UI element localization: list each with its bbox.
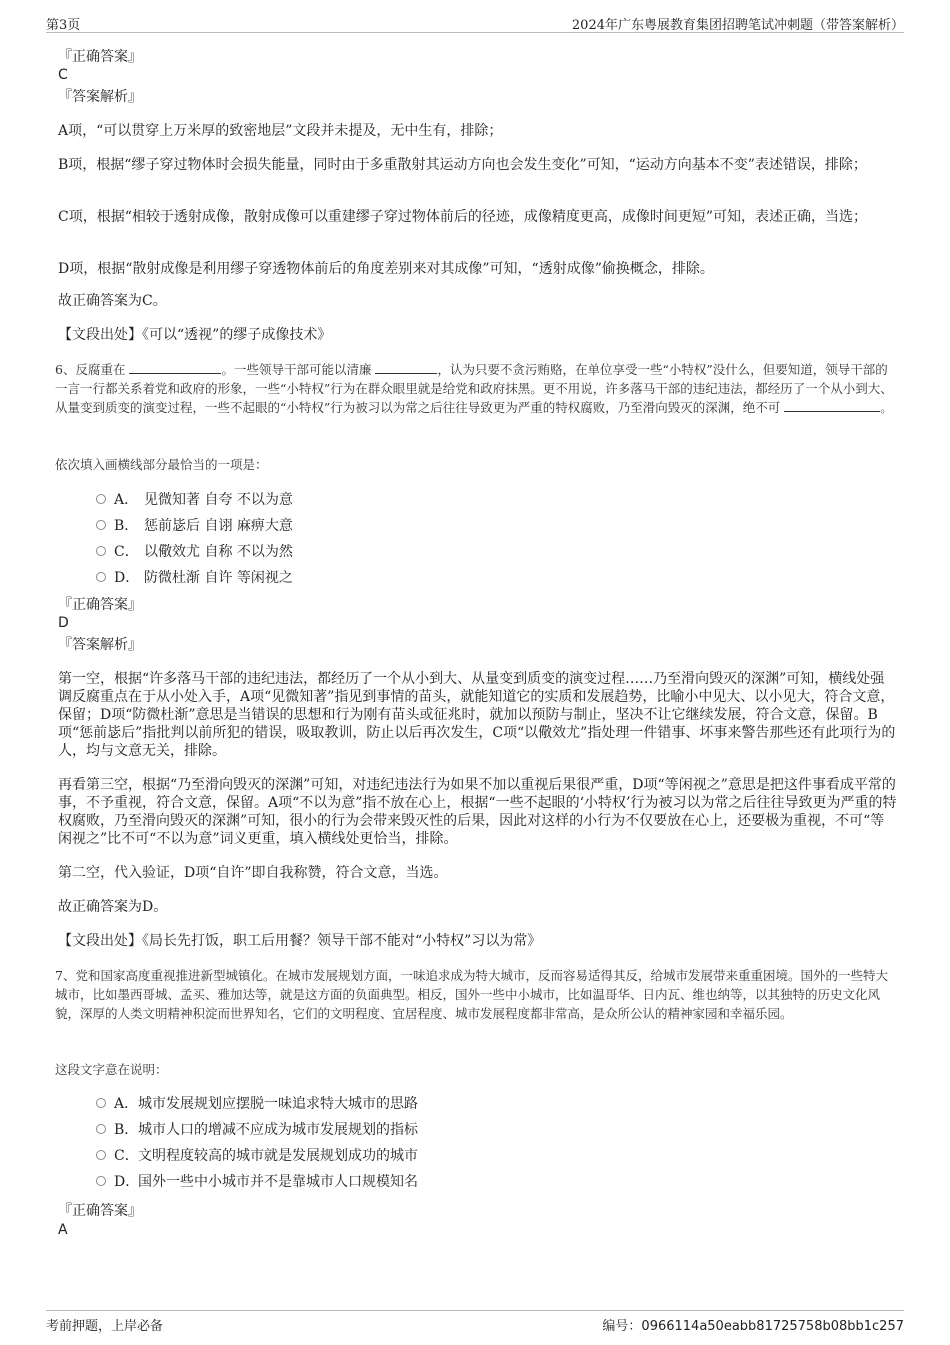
q6-option-d[interactable]: D． 防微杜渐 自许 等闲视之 xyxy=(96,568,293,588)
q6-option-c[interactable]: C． 以儆效尤 自称 不以为然 xyxy=(96,542,293,562)
page-header xyxy=(46,14,904,33)
page-number: 第3页 xyxy=(46,18,81,33)
q7-prompt: 这段文字意在说明： xyxy=(55,1062,168,1077)
radio-icon[interactable] xyxy=(96,494,106,504)
q6-analysis-para: 第一空，根据“许多落马干部的违纪违法，都经历了一个从小到大、从量变到质变的演变过程……乃至滑向毁灭的深渊”可知，横线处强调反腐重点在于从小处入手，A项“见微知著”指见到事情的苗头，就能知道它的实质和发展趋势，比喻小中见大、以小见大，符合文意，保留；D项“防微杜渐”意思是当错误的思想和行为刚有苗头或征兆时，就加以预防与制止，坚决不让它继续发展，符合文意，保留。B项“惩前毖后”指批判以前所犯的错误，吸取教训，防止以后再次发生，C项“以儆效尤”指处理一件错事、坏事来警告那些还有此项行为的人，均与文意无关，排除。 xyxy=(58,671,896,759)
radio-icon[interactable] xyxy=(96,1176,106,1186)
radio-icon[interactable] xyxy=(96,1124,106,1134)
q6-conclusion: 故正确答案为D。 xyxy=(58,899,168,915)
code-value: 0966114a50eabb81725758b08bb1c257 xyxy=(641,1319,904,1334)
q5-analysis-para: A项，“可以贯穿上万米厚的致密地层”文段并未提及，无中生有，排除； xyxy=(58,123,503,139)
q7-answer: A xyxy=(58,1222,68,1238)
radio-icon[interactable] xyxy=(96,520,106,530)
radio-icon[interactable] xyxy=(96,572,106,582)
q6-option-a[interactable]: A． 见微知著 自夸 不以为意 xyxy=(96,490,293,510)
q5-conclusion: 故正确答案为C。 xyxy=(58,293,167,309)
q6-analysis-para: 再看第三空，根据“乃至滑向毁灭的深渊”可知，对违纪违法行为如果不加以重视后果很严重，D项“等闲视之”意思是把这件事看成平常的事，不予重视，符合文意，保留。A项“不以为意”指不放在心上，根据“一些不起眼的‘小特权’行为被习以为常之后往往导致更为严重的特权腐败，乃至滑向毁灭的深渊”可知，很小的行为会带来毁灭性的后果，因此对这样的小行为不仅要放在心上，还要极为重视，不可“等闲视之”比不可“不以为意”词义更重，填入横线处更恰当，排除。 xyxy=(58,777,897,847)
q7-option-c[interactable]: C．文明程度较高的城市就是发展规划成功的城市 xyxy=(96,1146,418,1166)
page-footer xyxy=(46,1310,904,1335)
radio-icon[interactable] xyxy=(96,1150,106,1160)
q7-stem: 7、党和国家高度重视推进新型城镇化。在城市发展规划方面，一味追求成为特大城市，反而容易适得其反，给城市发展带来重重困境。国外的一些特大城市，比如墨西哥城、孟买、雅加达等，就是这方面的负面典型。相反，国外一些中小城市，比如温哥华、日内瓦、维也纳等，以其独特的历史文化风貌，深厚的人类文明精神积淀而世界知名，它们的文明程度、宜居程度、城市发展程度都非常高，是众所公认的精神家园和幸福乐园。 xyxy=(55,968,888,1021)
q6-blank-1 xyxy=(129,361,221,374)
q6-analysis-label: 『答案解析』 xyxy=(58,637,142,653)
q7-option-d[interactable]: D．国外一些中小城市并不是靠城市人口规模知名 xyxy=(96,1172,418,1192)
footer-slogan: 考前押题，上岸必备 xyxy=(46,1319,164,1334)
q7-number: 7、 xyxy=(55,968,76,983)
q6-blank-2 xyxy=(375,361,437,374)
q6-blank-3 xyxy=(784,399,880,412)
q5-analysis-para: C项，根据“相较于透射成像，散射成像可以重建缪子穿过物体前后的径迹，成像精度更高，成像时间更短”可知，表述正确，当选； xyxy=(58,209,868,225)
q6-option-b[interactable]: B． 惩前毖后 自诩 麻痹大意 xyxy=(96,516,293,536)
q7-option-b[interactable]: B．城市人口的增减不应成为城市发展规划的指标 xyxy=(96,1120,418,1140)
document-code: 编号：0966114a50eabb81725758b08bb1c257 xyxy=(602,1319,904,1334)
q5-answer-label: 『正确答案』 xyxy=(58,49,142,65)
q5-source: 【文段出处】《可以“透视”的缪子成像技术》 xyxy=(58,327,332,343)
q5-analysis-para: B项，根据“缪子穿过物体时会损失能量，同时由于多重散射其运动方向也会发生变化”可知，“运动方向基本不变”表述错误，排除； xyxy=(58,157,867,173)
q6-answer: D xyxy=(58,615,69,631)
q7-answer-label: 『正确答案』 xyxy=(58,1203,142,1219)
document-title: 2024年广东粤展教育集团招聘笔试冲刺题（带答案解析） xyxy=(571,18,904,33)
radio-icon[interactable] xyxy=(96,546,106,556)
q6-number: 6、 xyxy=(55,362,76,377)
q6-source: 【文段出处】《局长先打饭，职工后用餐？领导干部不能对“小特权”习以为常》 xyxy=(58,933,542,949)
q6-prompt: 依次填入画横线部分最恰当的一项是： xyxy=(55,457,268,472)
q6-analysis-para: 第二空，代入验证，D项“自许”即自我称赞，符合文意，当选。 xyxy=(58,865,448,881)
q6-answer-label: 『正确答案』 xyxy=(58,597,142,613)
radio-icon[interactable] xyxy=(96,1098,106,1108)
q5-answer: C xyxy=(58,67,68,83)
q6-stem: 6、反腐重在 。一些领导干部可能以清廉 ，认为只要不贪污贿赂，在单位享受一些“小特权”没什么，但要知道，领导干部的一言一行都关系着党和政府的形象，一些“小特权”行为在群众眼里就是给党和政府抹黑。更不用说，许多落马干部的违纪违法，都经历了一个从小到大、从量变到质变的演变过程，一些不起眼的“小特权”行为被习以为常之后往往导致更为严重的特权腐败，乃至滑向毁灭的深渊，绝不可 。 xyxy=(55,362,893,415)
q5-analysis-para: D项，根据“散射成像是利用缪子穿透物体前后的角度差别来对其成像”可知，“透射成像”偷换概念，排除。 xyxy=(58,261,714,277)
q7-option-a[interactable]: A．城市发展规划应摆脱一味追求特大城市的思路 xyxy=(96,1094,418,1114)
q5-analysis-label: 『答案解析』 xyxy=(58,89,142,105)
